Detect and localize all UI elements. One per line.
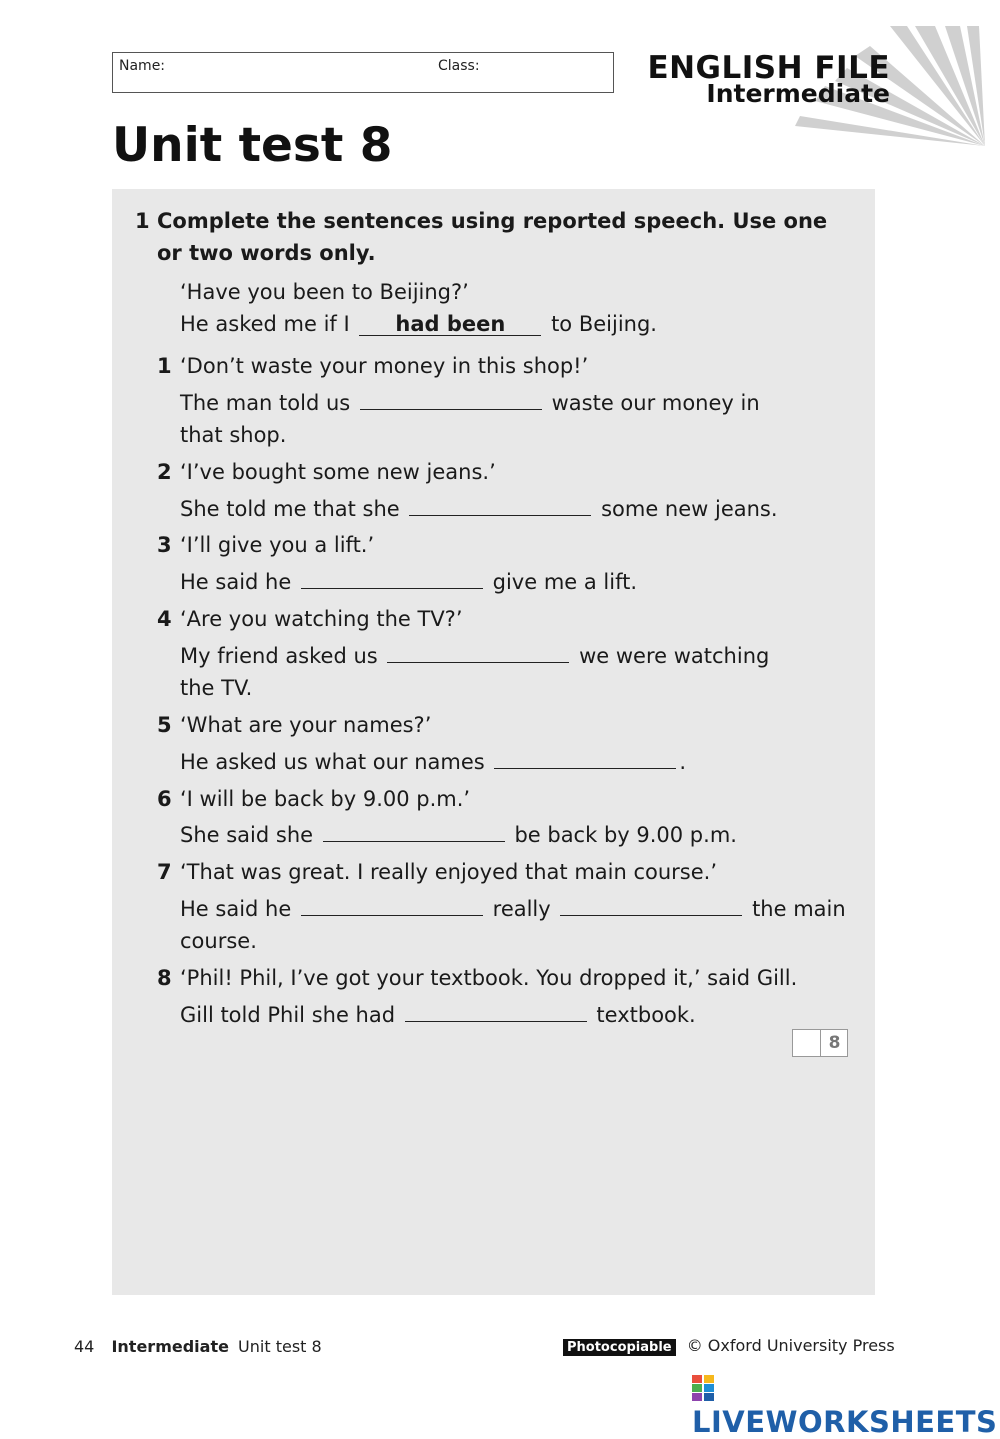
sentence-after: we were watching xyxy=(579,644,770,668)
sentence-after: waste our money in xyxy=(551,391,760,415)
liveworksheets-watermark xyxy=(692,1371,1000,1439)
answer-blank[interactable] xyxy=(409,498,591,516)
question-sentence xyxy=(180,999,696,1031)
question-number: 2 xyxy=(157,460,172,484)
sentence-middle: really xyxy=(492,897,551,921)
example-quote: ‘Have you been to Beijing?’ xyxy=(180,280,469,304)
sentence-before: He said he xyxy=(180,897,292,921)
question-sentence xyxy=(180,893,846,925)
answer-blank[interactable] xyxy=(360,392,542,410)
question-number: 6 xyxy=(157,787,172,811)
sentence-before: The man told us xyxy=(180,391,351,415)
class-label: Class: xyxy=(438,58,480,74)
example-sentence xyxy=(180,308,657,340)
question-quote: ‘That was great. I really enjoyed that main course.’ xyxy=(180,860,718,884)
answer-blank[interactable] xyxy=(560,898,742,916)
question-quote: ‘Are you watching the TV?’ xyxy=(180,607,463,631)
sentence-after: some new jeans. xyxy=(601,497,778,521)
sentence-after: give me a lift. xyxy=(492,570,638,594)
brand-name: ENGLISH FILE xyxy=(647,50,890,86)
liveworksheets-text: LIVEWORKSHEETS xyxy=(692,1405,998,1439)
question-number: 7 xyxy=(157,860,172,884)
footer-left xyxy=(74,1337,322,1356)
answer-blank[interactable] xyxy=(301,898,483,916)
page-number: 44 xyxy=(74,1337,95,1356)
answer-blank[interactable] xyxy=(494,751,676,769)
sentence-continuation: course. xyxy=(180,929,257,953)
answer-blank[interactable] xyxy=(387,645,569,663)
sentence-before: She said she xyxy=(180,823,314,847)
footer-level: Intermediate xyxy=(111,1337,229,1356)
answer-blank[interactable] xyxy=(323,824,505,842)
liveworksheets-icon xyxy=(692,1375,714,1401)
sentence-after: . xyxy=(679,750,687,774)
answer-blank[interactable] xyxy=(405,1004,587,1022)
question-quote: ‘I’ll give you a lift.’ xyxy=(180,533,375,557)
page-title: Unit test 8 xyxy=(112,118,393,173)
example-answer: had been xyxy=(359,313,541,336)
question-quote: ‘Don’t waste your money in this shop!’ xyxy=(180,354,589,378)
example-after: to Beijing. xyxy=(551,312,657,336)
question-sentence xyxy=(180,493,778,525)
question-number: 4 xyxy=(157,607,172,631)
sentence-before: My friend asked us xyxy=(180,644,378,668)
question-sentence xyxy=(180,746,686,778)
sentence-before: He asked us what our names xyxy=(180,750,485,774)
question-sentence xyxy=(180,387,760,419)
sentence-before: She told me that she xyxy=(180,497,400,521)
sentence-after: the main xyxy=(752,897,846,921)
sentence-before: Gill told Phil she had xyxy=(180,1003,396,1027)
sentence-before: He said he xyxy=(180,570,292,594)
question-quote: ‘I’ve bought some new jeans.’ xyxy=(180,460,496,484)
question-sentence xyxy=(180,819,737,851)
score-total: 8 xyxy=(828,1033,841,1053)
question-sentence xyxy=(180,640,769,672)
section-heading xyxy=(135,205,835,269)
brand-logo xyxy=(647,52,890,107)
section-number: 1 xyxy=(135,209,150,233)
answer-blank[interactable] xyxy=(301,571,483,589)
name-label: Name: xyxy=(119,58,166,74)
copyright: © Oxford University Press xyxy=(686,1336,895,1355)
question-quote: ‘Phil! Phil, I’ve got your textbook. You dropped it,’ said Gill. xyxy=(180,966,798,990)
sentence-continuation: the TV. xyxy=(180,676,253,700)
name-class-box xyxy=(112,52,614,93)
sentence-after: textbook. xyxy=(596,1003,696,1027)
question-number: 1 xyxy=(157,354,172,378)
question-quote: ‘What are your names?’ xyxy=(180,713,432,737)
example-before: He asked me if I xyxy=(180,312,350,336)
section-instruction: Complete the sentences using reported speech. Use one or two words only. xyxy=(157,209,828,265)
question-number: 3 xyxy=(157,533,172,557)
question-quote: ‘I will be back by 9.00 p.m.’ xyxy=(180,787,471,811)
question-number: 5 xyxy=(157,713,172,737)
brand-level: Intermediate xyxy=(706,79,890,108)
score-box xyxy=(792,1029,848,1057)
footer-right xyxy=(563,1336,895,1356)
sentence-after: be back by 9.00 p.m. xyxy=(514,823,737,847)
question-sentence xyxy=(180,566,637,598)
question-number: 8 xyxy=(157,966,172,990)
sentence-continuation: that shop. xyxy=(180,423,287,447)
footer-unit: Unit test 8 xyxy=(238,1337,322,1356)
photocopiable-badge: Photocopiable xyxy=(563,1339,676,1356)
